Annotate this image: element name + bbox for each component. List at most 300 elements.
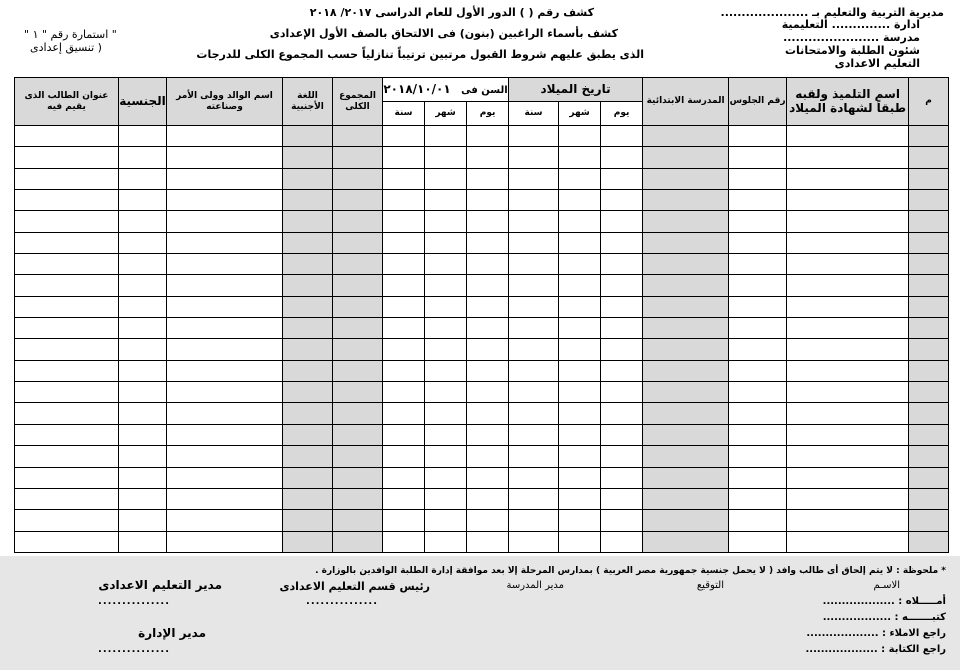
table-cell [787, 339, 909, 360]
col-number-header: م [909, 78, 949, 126]
table-cell [467, 488, 509, 509]
table-cell [383, 275, 425, 296]
dictated-field: أمـــــلاه : ................... [822, 596, 946, 607]
header-prep-education: التعليم الاعدادى [834, 57, 920, 70]
table-cell [425, 424, 467, 445]
table-cell [643, 424, 729, 445]
table-cell [119, 424, 167, 445]
table-cell [425, 147, 467, 168]
table-cell [601, 147, 643, 168]
table-row [15, 531, 949, 552]
table-row [15, 275, 949, 296]
table-cell [559, 232, 601, 253]
table-cell [15, 382, 119, 403]
table-cell [467, 446, 509, 467]
table-cell [15, 275, 119, 296]
age-month-header: شهر [425, 102, 467, 126]
table-cell [787, 467, 909, 488]
table-cell [787, 488, 909, 509]
table-cell [559, 147, 601, 168]
table-cell [425, 254, 467, 275]
table-cell [509, 488, 559, 509]
table-cell [909, 467, 949, 488]
table-cell [467, 510, 509, 531]
prep-director-signature-line: ............... [98, 596, 170, 607]
table-cell [15, 531, 119, 552]
table-cell [333, 296, 383, 317]
table-cell [643, 446, 729, 467]
table-row [15, 168, 949, 189]
table-row [15, 318, 949, 339]
table-cell [425, 488, 467, 509]
table-cell [383, 382, 425, 403]
table-cell [643, 254, 729, 275]
table-cell [467, 296, 509, 317]
table-cell [119, 488, 167, 509]
table-cell [909, 446, 949, 467]
table-cell [787, 275, 909, 296]
review-writing-field: راجع الكتابة : ................... [805, 644, 946, 655]
table-cell [333, 531, 383, 552]
table-cell [601, 318, 643, 339]
table-cell [467, 147, 509, 168]
table-cell [167, 510, 283, 531]
admin-director-label: مدير الإدارة [138, 626, 206, 640]
header-school: مدرسة ....................... [783, 31, 920, 44]
table-cell [167, 446, 283, 467]
table-cell [643, 467, 729, 488]
table-cell [119, 531, 167, 552]
table-cell [787, 382, 909, 403]
table-cell [601, 531, 643, 552]
table-cell [283, 467, 333, 488]
col-total-header: المجموع الكلى [333, 78, 383, 126]
table-cell [643, 211, 729, 232]
table-row [15, 296, 949, 317]
written-field: كتبـــــــه : .................. [822, 612, 946, 623]
table-cell [643, 488, 729, 509]
table-cell [729, 254, 787, 275]
header-sheet-number: كشف رقم ( ) الدور الأول للعام الدراسى ٢٠١٧/ ٢٠١٨ [309, 6, 594, 19]
table-cell [383, 424, 425, 445]
table-cell [425, 190, 467, 211]
table-cell [425, 339, 467, 360]
table-cell [909, 424, 949, 445]
table-cell [383, 147, 425, 168]
table-cell [509, 424, 559, 445]
table-cell [15, 467, 119, 488]
table-cell [467, 211, 509, 232]
table-cell [15, 254, 119, 275]
table-cell [283, 488, 333, 509]
table-row [15, 360, 949, 381]
table-cell [559, 296, 601, 317]
table-cell [643, 339, 729, 360]
table-cell [119, 339, 167, 360]
table-cell [909, 382, 949, 403]
table-cell [559, 531, 601, 552]
table-cell [333, 232, 383, 253]
table-cell [425, 467, 467, 488]
table-cell [283, 275, 333, 296]
table-cell [15, 168, 119, 189]
table-cell [643, 360, 729, 381]
prep-director-label: مدير التعليم الاعدادى [98, 578, 222, 592]
col-birthdate-header: تاريخ الميلاد [509, 78, 643, 102]
table-cell [729, 403, 787, 424]
table-cell [425, 510, 467, 531]
table-cell [283, 446, 333, 467]
table-row [15, 126, 949, 147]
table-cell [15, 446, 119, 467]
table-cell [729, 424, 787, 445]
col-foreign-lang-header: اللغة الأجنبية [283, 78, 333, 126]
table-cell [509, 190, 559, 211]
table-row [15, 488, 949, 509]
name-field-label: الاسـم [873, 580, 900, 591]
table-cell [283, 403, 333, 424]
col-student-name-header: اسم التلميذ ولقبه طبقاً لشهادة الميلاد [787, 78, 909, 126]
table-cell [909, 275, 949, 296]
table-cell [467, 126, 509, 147]
table-cell [559, 488, 601, 509]
table-cell [15, 147, 119, 168]
table-cell [509, 339, 559, 360]
table-cell [729, 190, 787, 211]
table-cell [787, 147, 909, 168]
table-cell [467, 403, 509, 424]
table-cell [283, 147, 333, 168]
table-cell [559, 275, 601, 296]
table-cell [119, 275, 167, 296]
table-cell [787, 190, 909, 211]
table-row [15, 190, 949, 211]
table-cell [333, 254, 383, 275]
table-row [15, 339, 949, 360]
col-address-header: عنوان الطالب الذى يقيم فيه [15, 78, 119, 126]
table-row [15, 147, 949, 168]
table-cell [559, 424, 601, 445]
table-cell [167, 360, 283, 381]
table-cell [425, 531, 467, 552]
table-cell [509, 382, 559, 403]
table-cell [787, 232, 909, 253]
table-cell [283, 339, 333, 360]
table-cell [333, 446, 383, 467]
age-day-header: يوم [467, 102, 509, 126]
table-cell [383, 211, 425, 232]
table-cell [15, 360, 119, 381]
table-cell [333, 424, 383, 445]
table-cell [383, 488, 425, 509]
table-row [15, 211, 949, 232]
table-cell [509, 254, 559, 275]
table-cell [729, 339, 787, 360]
table-cell [167, 531, 283, 552]
table-row [15, 467, 949, 488]
table-cell [601, 211, 643, 232]
dept-head-label: رئيس قسم التعليم الاعدادى [279, 580, 430, 593]
table-cell [559, 126, 601, 147]
table-row [15, 382, 949, 403]
table-cell [729, 531, 787, 552]
table-cell [909, 531, 949, 552]
table-cell [559, 168, 601, 189]
table-cell [167, 318, 283, 339]
birth-day-header: يوم [601, 102, 643, 126]
table-cell [467, 467, 509, 488]
table-cell [601, 339, 643, 360]
table-cell [15, 403, 119, 424]
table-cell [119, 467, 167, 488]
table-cell [333, 275, 383, 296]
table-cell [509, 232, 559, 253]
table-cell [425, 382, 467, 403]
table-cell [601, 168, 643, 189]
table-cell [333, 488, 383, 509]
table-cell [643, 403, 729, 424]
table-cell [787, 531, 909, 552]
table-body [15, 126, 949, 553]
footer-panel [0, 556, 960, 670]
header-administration: ادارة .............. التعليمية [781, 18, 920, 31]
table-cell [167, 424, 283, 445]
table-cell [383, 168, 425, 189]
footer-note: * ملحوظة : لا يتم إلحاق أى طالب وافد ( لا يحمل جنسية جمهورية مصر العربية ) بمدارس المرحلة إلا بعد موافقة إدارة الطلبة الوافدين بالوزارة . [315, 566, 946, 576]
table-cell [383, 467, 425, 488]
table-cell [909, 254, 949, 275]
table-cell [333, 211, 383, 232]
table-cell [909, 488, 949, 509]
table-row [15, 403, 949, 424]
table-cell [643, 126, 729, 147]
table-cell [425, 211, 467, 232]
table-cell [559, 360, 601, 381]
table-cell [787, 296, 909, 317]
table-cell [383, 360, 425, 381]
table-cell [787, 318, 909, 339]
table-cell [333, 339, 383, 360]
table-cell [909, 318, 949, 339]
table-cell [467, 275, 509, 296]
table-cell [559, 467, 601, 488]
table-cell [119, 360, 167, 381]
table-row [15, 446, 949, 467]
table-cell [333, 467, 383, 488]
table-cell [467, 190, 509, 211]
table-cell [425, 126, 467, 147]
table-cell [383, 446, 425, 467]
table-cell [643, 147, 729, 168]
table-cell [283, 382, 333, 403]
table-cell [601, 190, 643, 211]
table-cell [283, 168, 333, 189]
table-cell [601, 232, 643, 253]
table-cell [509, 147, 559, 168]
table-cell [425, 168, 467, 189]
table-cell [787, 510, 909, 531]
table-cell [283, 190, 333, 211]
table-cell [509, 275, 559, 296]
table-cell [425, 403, 467, 424]
table-cell [467, 318, 509, 339]
table-cell [119, 147, 167, 168]
table-cell [909, 147, 949, 168]
table-cell [909, 190, 949, 211]
table-cell [383, 510, 425, 531]
col-seat-number-header: رقم الجلوس [729, 78, 787, 126]
form-type: ( تنسيق إعدادى [30, 41, 102, 54]
table-cell [383, 339, 425, 360]
table-cell [601, 126, 643, 147]
table-cell [729, 211, 787, 232]
table-cell [119, 318, 167, 339]
table-cell [643, 190, 729, 211]
table-cell [729, 126, 787, 147]
table-cell [909, 360, 949, 381]
table-cell [787, 360, 909, 381]
table-cell [283, 318, 333, 339]
table-cell [283, 296, 333, 317]
table-cell [467, 360, 509, 381]
table-cell [119, 126, 167, 147]
table-cell [909, 339, 949, 360]
students-table [14, 77, 948, 553]
header-sheet-subtitle: الذى يطبق عليهم شروط القبول مرتبين ترتيباً تنازلياً حسب المجموع الكلى للدرجات [196, 48, 644, 61]
table-row [15, 510, 949, 531]
table-cell [15, 318, 119, 339]
table-row [15, 232, 949, 253]
table-cell [509, 318, 559, 339]
table-cell [333, 403, 383, 424]
table-cell [15, 339, 119, 360]
table-cell [601, 360, 643, 381]
table-cell [167, 403, 283, 424]
table-cell [643, 382, 729, 403]
table-cell [729, 382, 787, 403]
table-cell [509, 510, 559, 531]
table-cell [119, 403, 167, 424]
table-cell [167, 339, 283, 360]
table-cell [119, 510, 167, 531]
table-cell [467, 254, 509, 275]
table-cell [119, 296, 167, 317]
table-cell [909, 126, 949, 147]
table-cell [467, 339, 509, 360]
table-cell [425, 360, 467, 381]
table-cell [425, 275, 467, 296]
table-cell [283, 531, 333, 552]
table-cell [283, 360, 333, 381]
table-cell [425, 296, 467, 317]
table-cell [509, 211, 559, 232]
table-cell [787, 168, 909, 189]
table-cell [283, 126, 333, 147]
table-cell [643, 531, 729, 552]
table-cell [119, 382, 167, 403]
table-cell [283, 510, 333, 531]
table-cell [333, 510, 383, 531]
table-cell [509, 168, 559, 189]
signature-label: التوقيع [696, 580, 724, 591]
table-cell [15, 296, 119, 317]
table-cell [559, 382, 601, 403]
table-cell [167, 296, 283, 317]
table-cell [467, 232, 509, 253]
table-cell [283, 211, 333, 232]
table-cell [787, 211, 909, 232]
table-cell [15, 211, 119, 232]
table-cell [119, 168, 167, 189]
table-cell [15, 190, 119, 211]
table-cell [643, 296, 729, 317]
table-cell [787, 424, 909, 445]
review-dictation-field: راجع الاملاء : ................... [806, 628, 946, 639]
table-cell [167, 168, 283, 189]
dept-head-signature-line: ............... [306, 596, 378, 607]
table-cell [333, 168, 383, 189]
table-cell [787, 254, 909, 275]
table-cell [333, 147, 383, 168]
table-cell [383, 318, 425, 339]
table-cell [383, 232, 425, 253]
table-cell [333, 382, 383, 403]
table-cell [167, 211, 283, 232]
table-cell [167, 275, 283, 296]
table-cell [909, 510, 949, 531]
table-cell [601, 275, 643, 296]
table-cell [167, 467, 283, 488]
table-cell [601, 403, 643, 424]
table-cell [119, 190, 167, 211]
table-cell [333, 318, 383, 339]
form-number: " استمارة رقم " ١ " [24, 28, 117, 41]
table-cell [909, 168, 949, 189]
table-cell [601, 424, 643, 445]
table-cell [909, 403, 949, 424]
table-cell [509, 446, 559, 467]
age-date: ٢٠١٨/١٠/٠١ [383, 81, 451, 96]
table-cell [559, 446, 601, 467]
table-cell [283, 232, 333, 253]
table-cell [167, 488, 283, 509]
table-cell [729, 488, 787, 509]
table-cell [601, 488, 643, 509]
table-cell [283, 424, 333, 445]
table-cell [167, 126, 283, 147]
table-cell [15, 126, 119, 147]
table-cell [559, 254, 601, 275]
birth-year-header: سنة [509, 102, 559, 126]
table-cell [787, 403, 909, 424]
table-cell [425, 446, 467, 467]
table-cell [167, 147, 283, 168]
table-cell [15, 510, 119, 531]
table-cell [333, 126, 383, 147]
table-cell [119, 446, 167, 467]
table-cell [559, 190, 601, 211]
table-cell [119, 232, 167, 253]
table-cell [509, 531, 559, 552]
table-cell [643, 318, 729, 339]
table-cell [729, 467, 787, 488]
table-cell [643, 275, 729, 296]
table-cell [729, 168, 787, 189]
table-cell [729, 275, 787, 296]
table-cell [729, 147, 787, 168]
table-cell [15, 488, 119, 509]
table-cell [559, 339, 601, 360]
